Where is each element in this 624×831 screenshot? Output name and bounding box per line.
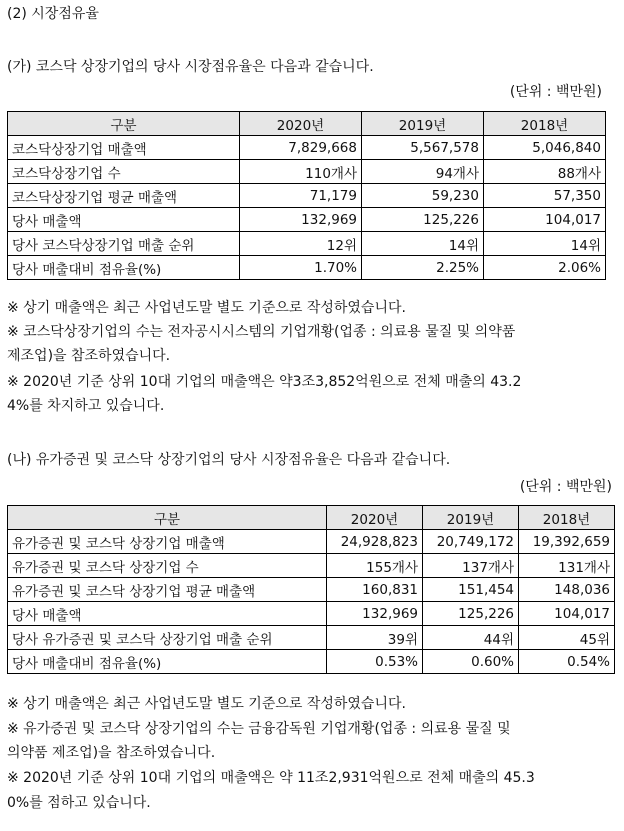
cell-value: 132,969	[240, 208, 362, 232]
cell-value: 39위	[327, 626, 423, 650]
cell-value: 71,179	[240, 184, 362, 208]
cell-value: 88개사	[484, 160, 606, 184]
footnote: ※ 상기 매출액은 최근 사업년도말 별도 기준으로 작성하였습니다.	[7, 696, 406, 712]
column-header: 2019년	[423, 506, 519, 530]
column-header: 2020년	[240, 112, 362, 136]
cell-value: 7,829,668	[240, 136, 362, 160]
table-row	[8, 136, 606, 160]
cell-value: 125,226	[362, 208, 484, 232]
cell-value: 131개사	[519, 554, 615, 578]
cell-value: 0.60%	[423, 650, 519, 674]
row-label: 당사 매출액	[8, 602, 327, 626]
cell-value: 20,749,172	[423, 530, 519, 554]
column-header: 구분	[8, 112, 240, 136]
footnote: ※ 코스닥상장기업의 수는 전자공시시스템의 기업개황(업종 : 의료용 물질 및 의약품	[7, 324, 516, 340]
row-label: 당사 유가증권 및 코스닥 상장기업 매출 순위	[8, 626, 327, 650]
footnote: ※ 상기 매출액은 최근 사업년도말 별도 기준으로 작성하였습니다.	[7, 300, 406, 316]
cell-value: 5,567,578	[362, 136, 484, 160]
table-row	[8, 530, 615, 554]
column-header: 2018년	[484, 112, 606, 136]
footnote: 4%를 차지하고 있습니다.	[7, 398, 165, 414]
cell-value: 110개사	[240, 160, 362, 184]
footnote: ※ 유가증권 및 코스닥 상장기업의 수는 금융감독원 기업개황(업종 : 의료용 물질 및	[7, 721, 511, 737]
cell-value: 160,831	[327, 578, 423, 602]
row-label: 당사 매출대비 점유율(%)	[8, 256, 240, 280]
table-row	[8, 650, 615, 674]
cell-value: 57,350	[484, 184, 606, 208]
cell-value: 5,046,840	[484, 136, 606, 160]
row-label: 당사 코스닥상장기업 매출 순위	[8, 232, 240, 256]
table-row	[8, 232, 606, 256]
row-label: 당사 매출액	[8, 208, 240, 232]
cell-value: 155개사	[327, 554, 423, 578]
cell-value: 12위	[240, 232, 362, 256]
cell-value: 148,036	[519, 578, 615, 602]
cell-value: 2.25%	[362, 256, 484, 280]
footnote: 의약품 제조업)을 참조하였습니다.	[7, 745, 216, 761]
cell-value: 94개사	[362, 160, 484, 184]
cell-value: 125,226	[423, 602, 519, 626]
cell-value: 137개사	[423, 554, 519, 578]
cell-value: 104,017	[519, 602, 615, 626]
footnote: ※ 2020년 기준 상위 10대 기업의 매출액은 약 11조2,931억원으로 전체 매출의 45.3	[7, 770, 535, 786]
row-label: 유가증권 및 코스닥 상장기업 평균 매출액	[8, 578, 327, 602]
row-label: 유가증권 및 코스닥 상장기업 매출액	[8, 530, 327, 554]
cell-value: 19,392,659	[519, 530, 615, 554]
table-header-row	[8, 506, 615, 530]
table-row	[8, 184, 606, 208]
column-header: 2020년	[327, 506, 423, 530]
cell-value: 151,454	[423, 578, 519, 602]
row-label: 당사 매출대비 점유율(%)	[8, 650, 327, 674]
footnote: ※ 2020년 기준 상위 10대 기업의 매출액은 약3조3,852억원으로 전체 매출의 43.2	[7, 374, 522, 390]
cell-value: 45위	[519, 626, 615, 650]
cell-value: 1.70%	[240, 256, 362, 280]
table-row	[8, 554, 615, 578]
unit-label-kospi-kosdaq: (단위 : 백만원)	[519, 479, 612, 495]
table-row	[8, 578, 615, 602]
table-kospi-kosdaq-market-share	[7, 505, 615, 674]
row-label: 코스닥상장기업 매출액	[8, 136, 240, 160]
cell-value: 14위	[484, 232, 606, 256]
column-header: 2019년	[362, 112, 484, 136]
heading-kosdaq: (가) 코스닥 상장기업의 당사 시장점유율은 다음과 같습니다.	[7, 59, 374, 75]
row-label: 코스닥상장기업 수	[8, 160, 240, 184]
cell-value: 0.54%	[519, 650, 615, 674]
section-title: (2) 시장점유율	[7, 6, 99, 22]
table-row	[8, 602, 615, 626]
cell-value: 132,969	[327, 602, 423, 626]
footnote: 0%를 점하고 있습니다.	[7, 795, 151, 811]
column-header: 2018년	[519, 506, 615, 530]
cell-value: 0.53%	[327, 650, 423, 674]
cell-value: 2.06%	[484, 256, 606, 280]
unit-label-kosdaq: (단위 : 백만원)	[509, 84, 602, 100]
table-row	[8, 160, 606, 184]
table-row	[8, 626, 615, 650]
cell-value: 59,230	[362, 184, 484, 208]
row-label: 코스닥상장기업 평균 매출액	[8, 184, 240, 208]
table-row	[8, 256, 606, 280]
table-row	[8, 208, 606, 232]
heading-kospi-kosdaq: (나) 유가증권 및 코스닥 상장기업의 당사 시장점유율은 다음과 같습니다.	[7, 452, 451, 468]
cell-value: 44위	[423, 626, 519, 650]
footnote: 제조업)을 참조하였습니다.	[7, 348, 171, 364]
column-header: 구분	[8, 506, 327, 530]
table-header-row	[8, 112, 606, 136]
row-label: 유가증권 및 코스닥 상장기업 수	[8, 554, 327, 578]
cell-value: 14위	[362, 232, 484, 256]
cell-value: 24,928,823	[327, 530, 423, 554]
cell-value: 104,017	[484, 208, 606, 232]
table-kosdaq-market-share	[7, 111, 606, 280]
